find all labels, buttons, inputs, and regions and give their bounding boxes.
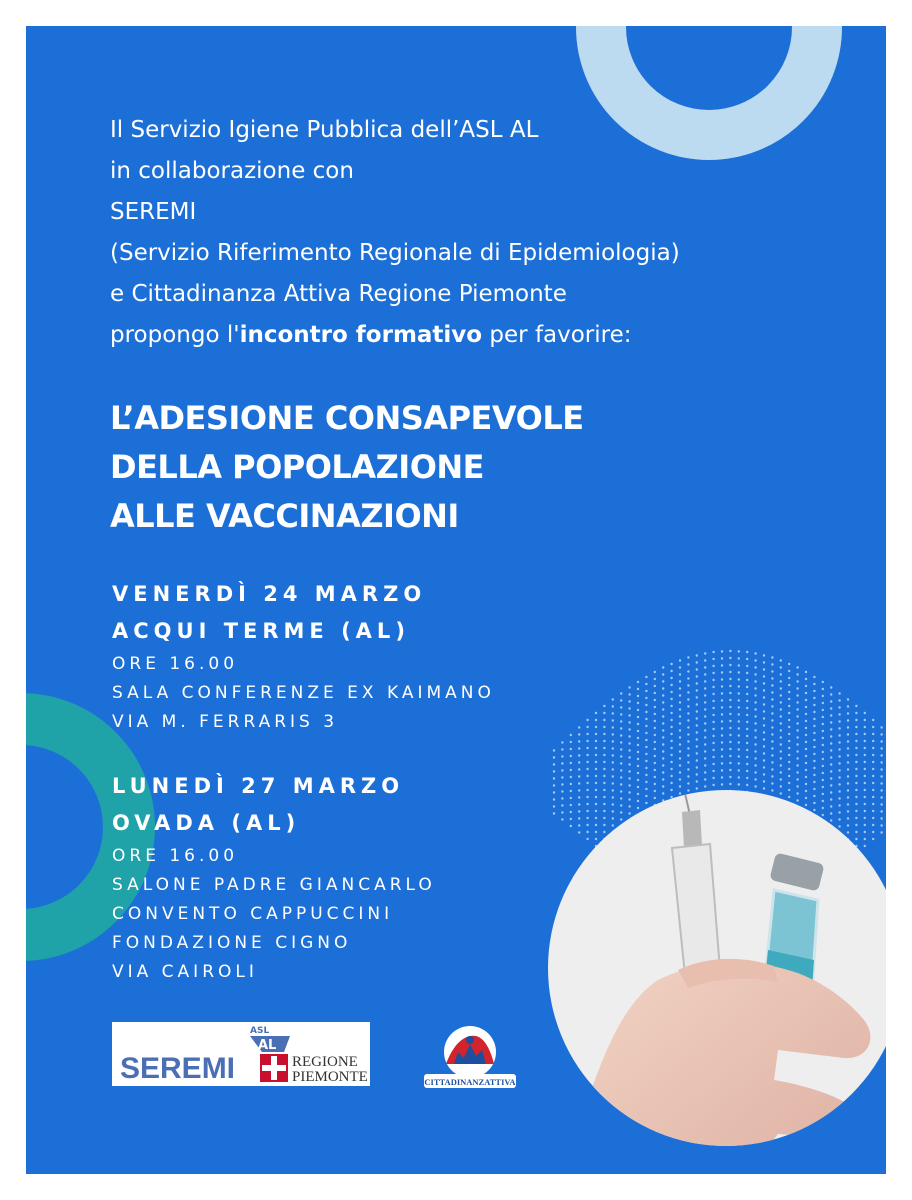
event-detail: ORE 16.00 — [112, 654, 239, 674]
headline-line: DELLA POPOLAZIONE — [110, 448, 485, 486]
logo-seremi-text: SEREMI — [120, 1052, 236, 1085]
event-ovada — [112, 768, 436, 987]
intro-line: (Servizio Riferimento Regionale di Epidemiologia) — [110, 240, 680, 266]
event-detail: CONVENTO CAPPUCCINI — [112, 904, 394, 924]
event-place: ACQUI TERME (AL) — [112, 619, 410, 643]
event-detail: FONDAZIONE CIGNO — [112, 933, 352, 953]
cittadinanzattiva-logo — [424, 1022, 516, 1090]
intro-line — [110, 315, 680, 356]
intro-line: in collaborazione con — [110, 158, 354, 184]
seremi-asl-regione-logo — [112, 1022, 370, 1086]
event-place: OVADA (AL) — [112, 811, 301, 835]
headline-line: ALLE VACCINAZIONI — [110, 497, 459, 535]
intro-text-part: per favorire: — [482, 322, 632, 348]
event-detail: ORE 16.00 — [112, 846, 239, 866]
event-date: LUNEDÌ 27 MARZO — [112, 774, 405, 798]
event-detail: SALONE PADRE GIANCARLO — [112, 875, 436, 895]
logo-piemonte-text: PIEMONTE — [292, 1069, 368, 1085]
logo-asl-text: ASL — [250, 1026, 270, 1036]
intro-highlight: incontro formativo — [239, 322, 483, 348]
event-acqui-terme — [112, 576, 495, 737]
event-detail: SALA CONFERENZE EX KAIMANO — [112, 683, 495, 703]
syringe-vial-photo — [548, 720, 886, 1174]
poster — [26, 26, 886, 1174]
intro-text-part: propongo l' — [110, 322, 240, 348]
logo-al-text: AL — [258, 1038, 277, 1053]
logo-cittadinanza-text: CITTADINANZATTIVA — [424, 1077, 516, 1087]
intro-line: e Cittadinanza Attiva Regione Piemonte — [110, 281, 567, 307]
headline-line: L’ADESIONE CONSAPEVOLE — [110, 399, 584, 437]
logo-regione-text: REGIONE — [292, 1054, 358, 1070]
event-detail: VIA CAIROLI — [112, 962, 258, 982]
event-date: VENERDÌ 24 MARZO — [112, 582, 427, 606]
intro-text — [110, 110, 680, 356]
event-detail: VIA M. FERRARIS 3 — [112, 712, 339, 732]
headline — [110, 394, 584, 541]
intro-line: Il Servizio Igiene Pubblica dell’ASL AL — [110, 117, 539, 143]
intro-line: SEREMI — [110, 199, 197, 225]
